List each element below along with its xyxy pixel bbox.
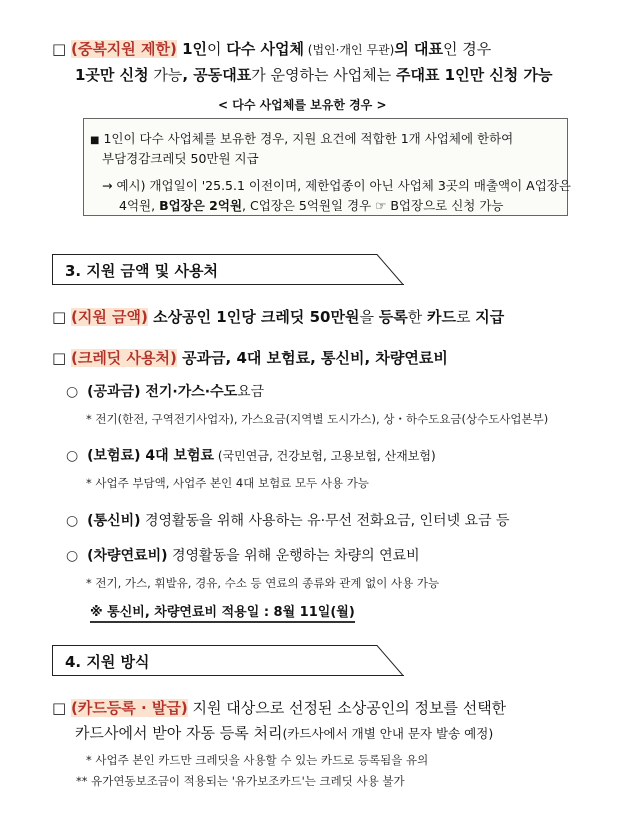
checkbox-square-icon: □ [52, 308, 67, 326]
text-multiple-businesses: 다수 사업체 [226, 40, 304, 58]
section-3-header [52, 254, 404, 285]
circle-bullet-icon: ○ [66, 513, 79, 529]
text-main-rep-only: 주대표 1인만 신청 가능 [395, 66, 553, 84]
telecom-line [66, 510, 510, 530]
checkbox-square-icon: □ [52, 40, 67, 58]
text-card-2: 카드사에서 받아 자동 등록 처리 [75, 724, 283, 742]
text-particle: 로 [455, 308, 476, 326]
box-text-4a: 4억원, [119, 198, 160, 213]
utility-note: * 전기(한전, 구역전기사업자), 가스요금(지역별 도시가스), 상・하수도요금(상수도사업본부) [86, 412, 549, 426]
text-one-only: 1곳만 신청 [75, 66, 149, 84]
utility-label: (공과금) [87, 384, 141, 400]
text-pay: 지급 [475, 308, 505, 326]
text-insurance-types: (국민연금, 건강보험, 고용보험, 산재보험) [214, 449, 436, 463]
amount-tag: (지원 금액) [70, 308, 148, 326]
box-text-4c: , C업장은 5억원일 경우 ☞ B업장으로 신청 가능 [242, 198, 504, 213]
text-representative: 의 대표 [394, 40, 444, 58]
checkbox-square-icon: □ [52, 699, 67, 717]
text-credit-amount: 소상공인 1인당 크레딧 50만원 [147, 308, 360, 326]
fuel-label: (차량연료비) [87, 548, 168, 564]
text-fuel: 경영활동을 위해 운행하는 차량의 연료비 [167, 548, 420, 564]
apply-date-text: ※ 통신비, 차량연료비 적용일 : 8월 11일(월) [90, 605, 355, 623]
box-line3 [102, 176, 571, 194]
text-telecom: 경영활동을 위해 사용하는 유·무선 전화요금, 인터넷 요금 등 [140, 513, 510, 529]
insurance-label: (보험료) [87, 448, 141, 464]
box-text-1: 1인이 다수 사업체를 보유한 경우, 지원 요건에 적합한 1개 사업체에 한하여 [103, 131, 514, 146]
square-bullet-icon: ■ [90, 135, 100, 146]
usage-tag: (크레딧 사용처) [70, 349, 177, 367]
example-box [83, 118, 571, 216]
card-line2 [75, 722, 493, 743]
insurance-line [66, 445, 436, 465]
text-co-rep: , 공동대표 [182, 66, 252, 84]
text-card: 카드 [426, 308, 456, 326]
text-corp-note: (법인·개인 무관) [303, 43, 395, 57]
text-possible: 가능 [148, 66, 183, 84]
card-line1 [52, 697, 506, 718]
text-one-person: 1인 [176, 40, 207, 58]
text-particle: 을 [359, 308, 379, 326]
box-text-4b: B업장은 2억원 [159, 198, 243, 213]
box-line2: 부담경감크레딧 50만원 지급 [102, 151, 259, 166]
checkbox-square-icon: □ [52, 349, 67, 367]
card-note-1: * 사업주 본인 카드만 크레딧을 사용할 수 있는 카드로 등록됨을 유의 [86, 753, 429, 767]
usage-line [52, 347, 448, 368]
telecom-label: (통신비) [87, 513, 141, 529]
utility-line [66, 381, 264, 401]
text-case: 인 경우 [443, 40, 492, 58]
box-line1 [90, 129, 513, 147]
box-line4 [119, 196, 503, 214]
circle-bullet-icon: ○ [66, 384, 79, 400]
box-text-3: 예시) 개업일이 '25.5.1 이전이며, 제한업종이 아닌 사업체 3곳의 매출액이 A업장은 [116, 178, 571, 193]
section-3-title: 3. 지원 금액 및 사용처 [65, 262, 218, 280]
text-four-insurance: 4대 보험료 [140, 448, 215, 464]
text-particle: 한 [407, 308, 427, 326]
box-title: < 다수 사업체를 보유한 경우 > [218, 98, 387, 112]
section-4-title: 4. 지원 방식 [65, 653, 150, 671]
circle-bullet-icon: ○ [66, 448, 79, 464]
text-business-run: 가 운영하는 사업체는 [251, 66, 396, 84]
dup-limit-line2 [75, 64, 553, 85]
text-register: 등록 [378, 308, 408, 326]
fuel-note: * 전기, 가스, 휘발유, 경유, 수소 등 연료의 종류와 관계 없이 사용 가능 [86, 576, 440, 590]
section-4-header [52, 645, 404, 676]
text-usage-list: 공과금, 4대 보험료, 통신비, 차량연료비 [176, 349, 448, 367]
dup-limit-line1 [52, 38, 491, 59]
arrow-right-icon: → [102, 178, 113, 193]
card-note-2: ** 유가연동보조금이 적용되는 '유가보조카드'는 크레딧 사용 불가 [76, 774, 405, 788]
apply-date-note [90, 601, 355, 620]
insurance-note: * 사업주 부담액, 사업주 본인 4대 보험료 모두 사용 가능 [86, 476, 369, 490]
dup-limit-tag: (중복지원 제한) [70, 40, 177, 58]
fuel-line [66, 545, 420, 565]
text-card-3: (카드사에서 개별 안내 문자 발송 예정) [282, 726, 494, 741]
circle-bullet-icon: ○ [66, 548, 79, 564]
text-utilities: 전기·가스·수도 [140, 384, 238, 400]
text-fee: 요금 [237, 384, 265, 400]
amount-line [52, 306, 504, 327]
text-card-1: 지원 대상으로 선정된 소상공인의 정보를 선택한 [187, 699, 507, 717]
text-particle: 이 [207, 40, 227, 58]
card-tag: (카드등록 · 발급) [70, 699, 188, 717]
